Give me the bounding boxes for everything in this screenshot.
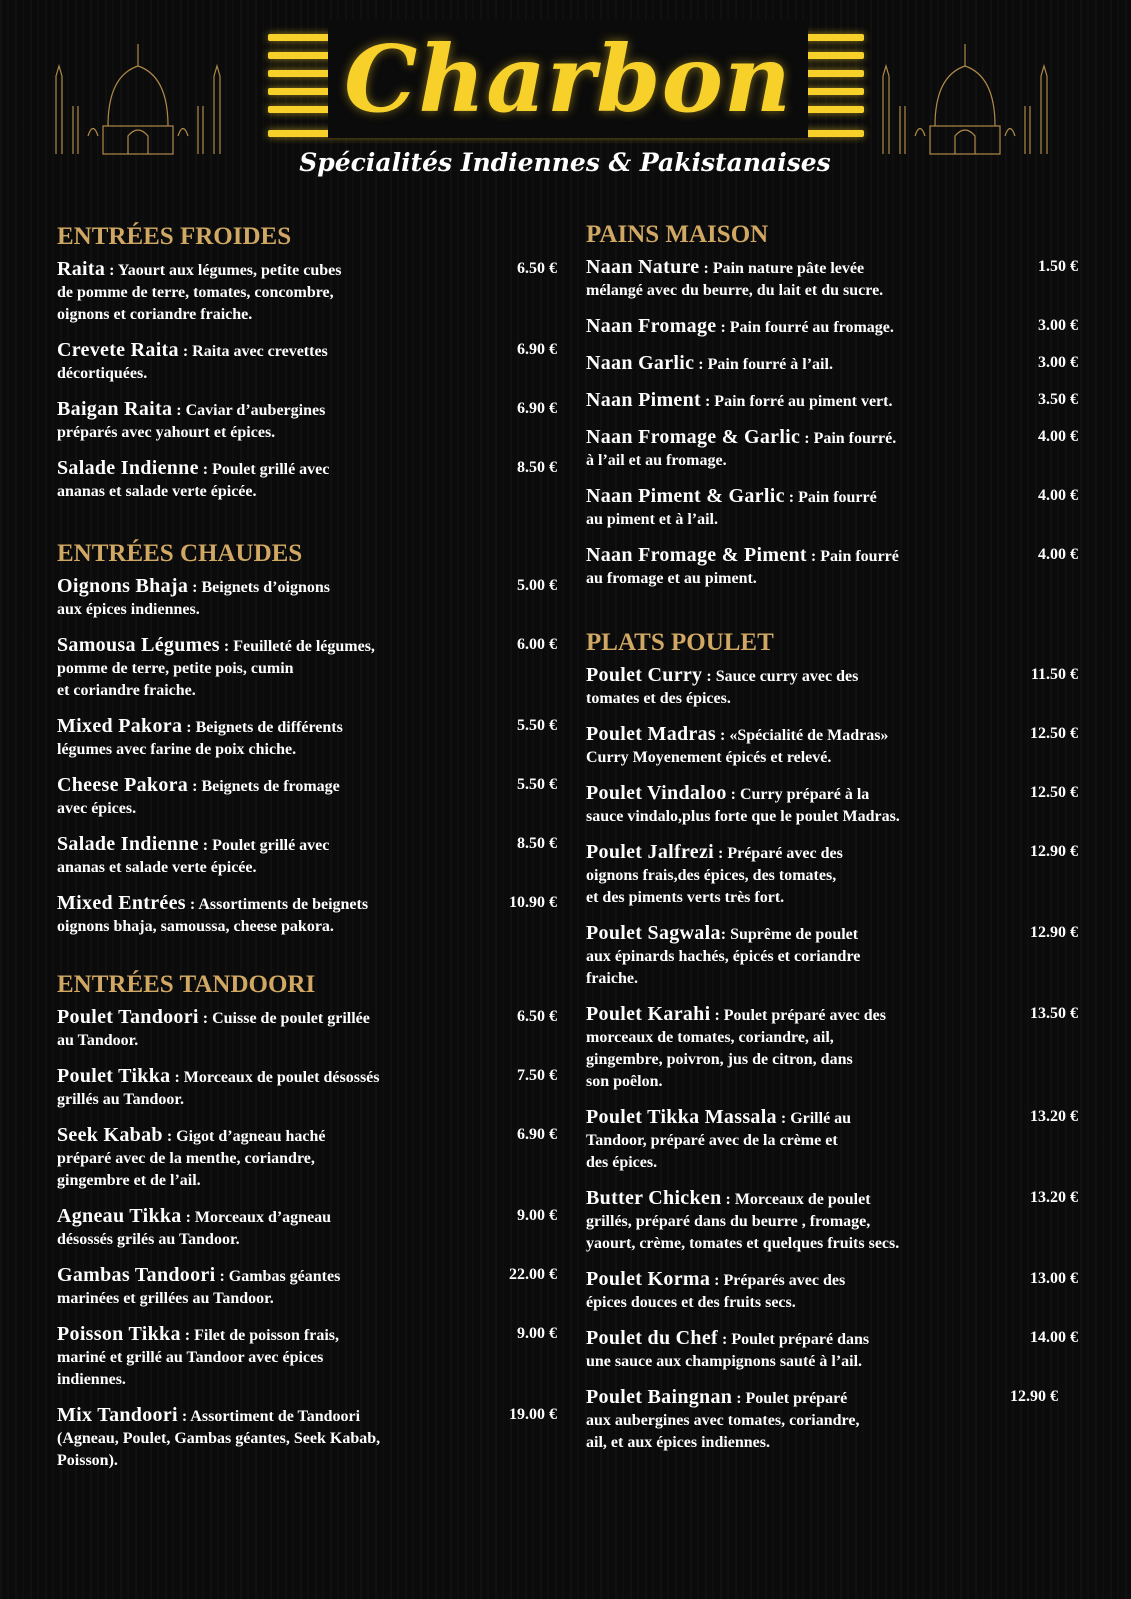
- menu-item-description: : Pain forré au piment vert.: [700, 393, 893, 410]
- menu-item-description: : Sauce curry avec des tomates et des épices.: [586, 668, 859, 707]
- menu-item-name: Poisson Tikka: [57, 1323, 181, 1345]
- menu-item: [586, 1106, 1078, 1174]
- menu-item-price: 5.50 €: [517, 776, 557, 793]
- menu-item-text: [57, 398, 557, 444]
- menu-item: [57, 1124, 557, 1192]
- menu-item-description: : Pain fourré à l’ail.: [694, 356, 833, 373]
- menu-item-name: Cheese Pakora: [57, 774, 189, 796]
- menu-item-text: [586, 544, 1078, 590]
- menu-item: [57, 1205, 557, 1251]
- menu-item-name: Poulet Korma: [586, 1268, 711, 1290]
- menu-item-name: Naan Nature: [586, 256, 700, 278]
- menu-item-description: : Beignets d’oignons aux épices indiennes.: [57, 579, 330, 618]
- menu-item-text: [57, 1404, 557, 1472]
- menu-item-text: [586, 664, 1078, 710]
- menu-item-text: [57, 833, 557, 879]
- menu-item-description: : Suprême de poulet aux épinards hachés, épicés et coriandre fraiche.: [586, 926, 861, 987]
- menu-item-name: Raita: [57, 258, 106, 280]
- menu-item-name: Butter Chicken: [586, 1187, 722, 1209]
- menu-item-name: Poulet du Chef: [586, 1327, 718, 1349]
- menu-item: [586, 256, 1078, 302]
- section-entrees-tandoori: [57, 970, 557, 1485]
- menu-item: [57, 715, 557, 761]
- menu-item-price: 13.50 €: [1030, 1005, 1078, 1022]
- brand-name: Charbon: [328, 20, 808, 138]
- menu-item-price: 13.20 €: [1030, 1189, 1078, 1206]
- section-pains-maison: [586, 220, 1078, 603]
- menu-item: [586, 426, 1078, 472]
- menu-item: [586, 485, 1078, 531]
- menu-item-text: [586, 723, 1078, 769]
- menu-item: [586, 315, 1078, 339]
- menu-item-name: Poulet Baingnan: [586, 1386, 733, 1408]
- menu-item: [586, 1187, 1078, 1255]
- menu-item-name: Poulet Jalfrezi: [586, 841, 714, 863]
- menu-item: [586, 1327, 1078, 1373]
- menu-item-description: : Poulet préparé avec des morceaux de tomates, coriandre, ail, gingembre, poivron, jus de citron, dans son poêlon.: [586, 1007, 886, 1090]
- menu-item: [586, 1268, 1078, 1314]
- menu-item-price: 4.00 €: [1038, 428, 1078, 445]
- section-plats-poulet: [586, 628, 1078, 1467]
- menu-item: [586, 664, 1078, 710]
- menu-item: [586, 544, 1078, 590]
- menu-item-text: [586, 352, 1078, 376]
- menu-item-description: : Gambas géantes marinées et grillées au Tandoor.: [57, 1268, 341, 1307]
- menu-item-text: [586, 782, 1078, 828]
- menu-item-description: : Morceaux de poulet grillés, préparé dans du beurre , fromage, yaourt, crème, tomates et quelques fruits secs.: [586, 1191, 900, 1252]
- menu-item-description: : Assortiments de beignets oignons bhaja, samoussa, cheese pakora.: [57, 896, 369, 935]
- menu-item-description: : Grillé au Tandoor, préparé avec de la crème et des épices.: [586, 1110, 852, 1171]
- menu-item-text: [57, 1006, 557, 1052]
- menu-item: [57, 1006, 557, 1052]
- menu-item-description: : Pain fourré au piment et à l’ail.: [586, 489, 877, 528]
- menu-item: [586, 352, 1078, 376]
- menu-item-price: 12.50 €: [1030, 725, 1078, 742]
- menu-item-name: Baigan Raita: [57, 398, 173, 420]
- menu-item-price: 5.50 €: [517, 717, 557, 734]
- menu-item-name: Poulet Tikka Massala: [586, 1106, 777, 1128]
- menu-item: [586, 1003, 1078, 1093]
- menu-item: [586, 841, 1078, 909]
- menu-item-text: [57, 1264, 557, 1310]
- menu-item-description: : Curry préparé à la sauce vindalo,plus forte que le poulet Madras.: [586, 786, 900, 825]
- menu-item-name: Crevete Raita: [57, 339, 179, 361]
- menu-item: [57, 339, 557, 385]
- menu-item: [57, 892, 557, 938]
- section-entrees-chaudes: [57, 539, 557, 951]
- section-title: ENTRÉES TANDOORI: [57, 971, 316, 998]
- menu-item-description: : Poulet préparé aux aubergines avec tomates, coriandre, ail, et aux épices indiennes.: [586, 1390, 860, 1451]
- menu-item: [586, 723, 1078, 769]
- menu-item: [57, 258, 557, 326]
- menu-item-description: : Morceaux d’agneau désossés grilés au Tandoor.: [57, 1209, 332, 1248]
- tagline: Spécialités Indiennes & Pakistanaises: [299, 148, 831, 177]
- menu-item-price: 6.90 €: [517, 400, 557, 417]
- menu-item-text: [586, 389, 1078, 413]
- menu-item-description: : Raita avec crevettes décortiquées.: [57, 343, 328, 382]
- menu-item-text: [586, 256, 1078, 302]
- menu-item-price: 9.00 €: [517, 1207, 557, 1224]
- menu-item-name: Poulet Tikka: [57, 1065, 171, 1087]
- menu-item-text: [57, 339, 557, 385]
- menu-item-name: Mixed Pakora: [57, 715, 183, 737]
- menu-item-text: [586, 315, 1078, 339]
- menu-item-description: : Beignets de différents légumes avec farine de poix chiche.: [57, 719, 343, 758]
- menu-item-name: Salade Indienne: [57, 457, 199, 479]
- menu-item-price: 12.90 €: [1030, 924, 1078, 941]
- menu-item-description: : Poulet grillé avec ananas et salade verte épicée.: [57, 837, 330, 876]
- menu-item-text: [57, 892, 557, 938]
- menu-item-name: Gambas Tandoori: [57, 1264, 216, 1286]
- menu-item-description: : Feuilleté de légumes, pomme de terre, petite pois, cumin et coriandre fraiche.: [57, 638, 375, 699]
- menu-item-text: [586, 485, 1078, 531]
- menu-item-text: [57, 774, 557, 820]
- menu-item-price: 7.50 €: [517, 1067, 557, 1084]
- menu-item: [57, 1065, 557, 1111]
- menu-item-price: 12.90 €: [1010, 1388, 1058, 1405]
- menu-item-description: : Pain fourré. à l’ail et au fromage.: [586, 430, 897, 469]
- section-entrees-froides: [57, 222, 557, 516]
- menu-item-name: Poulet Vindaloo: [586, 782, 727, 804]
- menu-item-name: Naan Garlic: [586, 352, 695, 374]
- menu-item: [57, 634, 557, 702]
- menu-item-description: : Pain fourré au fromage et au piment.: [586, 548, 899, 587]
- menu-item-name: Seek Kabab: [57, 1124, 163, 1146]
- menu-item-description: : Poulet préparé dans une sauce aux champignons sauté à l’ail.: [586, 1331, 870, 1370]
- menu-item-text: [57, 1323, 557, 1391]
- menu-item-description: : Préparé avec des oignons frais,des épices, des tomates, et des piments verts très fort.: [586, 845, 843, 906]
- menu-item-text: [586, 1268, 1078, 1314]
- menu-item-price: 19.00 €: [509, 1406, 557, 1423]
- menu-item-price: 3.00 €: [1038, 317, 1078, 334]
- menu-item-price: 3.50 €: [1038, 391, 1078, 408]
- menu-item-text: [586, 1386, 1078, 1454]
- brand-logo: [268, 25, 864, 146]
- menu-item: [57, 1323, 557, 1391]
- menu-item-price: 22.00 €: [509, 1266, 557, 1283]
- menu-item-name: Mix Tandoori: [57, 1404, 178, 1426]
- menu-item-price: 9.00 €: [517, 1325, 557, 1342]
- menu-item-description: : «Spécialité de Madras» Curry Moyenement épicés et relevé.: [586, 727, 889, 766]
- section-title: PAINS MAISON: [586, 221, 769, 248]
- menu-item: [57, 833, 557, 879]
- menu-item-name: Oignons Bhaja: [57, 575, 189, 597]
- menu-item-description: : Pain nature pâte levée mélangé avec du beurre, du lait et du sucre.: [586, 260, 884, 299]
- menu-item-text: [57, 1205, 557, 1251]
- menu-item-text: [57, 575, 557, 621]
- menu-item-text: [586, 1003, 1078, 1093]
- menu-item-name: Naan Fromage & Garlic: [586, 426, 801, 448]
- section-title: PLATS POULET: [586, 629, 774, 656]
- menu-item-price: 12.90 €: [1030, 843, 1078, 860]
- menu-item-price: 3.00 €: [1038, 354, 1078, 371]
- menu-item-price: 13.00 €: [1030, 1270, 1078, 1287]
- menu-item-name: Poulet Curry: [586, 664, 703, 686]
- menu-item: [586, 922, 1078, 990]
- menu-item-price: 1.50 €: [1038, 258, 1078, 275]
- menu-item-price: 4.00 €: [1038, 546, 1078, 563]
- menu-item-description: : Cuisse de poulet grillée au Tandoor.: [57, 1010, 370, 1049]
- menu-item-text: [57, 258, 557, 326]
- menu-item: [586, 782, 1078, 828]
- menu-item-text: [586, 1327, 1078, 1373]
- menu-item: [57, 1404, 557, 1472]
- menu-item-text: [586, 1187, 1078, 1255]
- menu-item-description: : Beignets de fromage avec épices.: [57, 778, 340, 817]
- menu-item-description: : Poulet grillé avec ananas et salade verte épicée.: [57, 461, 330, 500]
- menu-item-name: Poulet Sagwala: [586, 922, 721, 944]
- menu-item-name: Poulet Madras: [586, 723, 716, 745]
- menu-item-name: Naan Fromage & Piment: [586, 544, 807, 566]
- menu-item-description: : Gigot d’agneau haché préparé avec de la menthe, coriandre, gingembre et de l’ail.: [57, 1128, 326, 1189]
- menu-item-description: : Filet de poisson frais, mariné et grillé au Tandoor avec épices indiennes.: [57, 1327, 340, 1388]
- menu-item-description: : Préparés avec des épices douces et des fruits secs.: [586, 1272, 846, 1311]
- menu-item-name: Naan Fromage: [586, 315, 717, 337]
- menu-item-text: [57, 457, 557, 503]
- section-title: ENTRÉES FROIDES: [57, 223, 292, 250]
- menu-item-description: : Yaourt aux légumes, petite cubes de pomme de terre, tomates, concombre, oignons et coriandre fraiche.: [57, 262, 342, 323]
- menu-item-description: : Pain fourré au fromage.: [716, 319, 894, 336]
- menu-item-price: 6.50 €: [517, 260, 557, 277]
- menu-item-price: 14.00 €: [1030, 1329, 1078, 1346]
- menu-item-text: [57, 634, 557, 702]
- menu-item-price: 6.90 €: [517, 341, 557, 358]
- menu-item-price: 6.00 €: [517, 636, 557, 653]
- menu-item-price: 5.00 €: [517, 577, 557, 594]
- menu-item: [57, 457, 557, 503]
- menu-item-price: 13.20 €: [1030, 1108, 1078, 1125]
- menu-item-text: [586, 426, 1078, 472]
- menu-item-description: : Caviar d’aubergines préparés avec yahourt et épices.: [57, 402, 326, 441]
- menu-item: [57, 575, 557, 621]
- menu-item-price: 4.00 €: [1038, 487, 1078, 504]
- menu-item: [57, 774, 557, 820]
- section-title: ENTRÉES CHAUDES: [57, 540, 303, 567]
- menu-item: [586, 389, 1078, 413]
- menu-item-text: [586, 1106, 1078, 1174]
- menu-item-name: Samousa Légumes: [57, 634, 220, 656]
- menu-item-text: [57, 1124, 557, 1192]
- menu-item-text: [586, 841, 1078, 909]
- menu-item-description: : Morceaux de poulet désossés grillés au Tandoor.: [57, 1069, 380, 1108]
- menu-item-text: [57, 1065, 557, 1111]
- menu-item-name: Agneau Tikka: [57, 1205, 182, 1227]
- menu-item: [57, 398, 557, 444]
- menu-item-price: 6.90 €: [517, 1126, 557, 1143]
- menu-item: [586, 1386, 1078, 1454]
- menu-item-name: Naan Piment & Garlic: [586, 485, 785, 507]
- menu-item-price: 12.50 €: [1030, 784, 1078, 801]
- menu-item-text: [57, 715, 557, 761]
- menu-item-description: : Assortiment de Tandoori (Agneau, Poulet, Gambas géantes, Seek Kabab, Poisson).: [57, 1408, 381, 1469]
- menu-item-name: Poulet Karahi: [586, 1003, 711, 1025]
- menu-item-text: [586, 922, 1078, 990]
- menu-item-price: 10.90 €: [509, 894, 557, 911]
- menu-item-name: Mixed Entrées: [57, 892, 186, 914]
- taj-mahal-illustration-right: [875, 36, 1055, 156]
- menu-item-name: Naan Piment: [586, 389, 701, 411]
- menu-item-price: 6.50 €: [517, 1008, 557, 1025]
- menu-item-name: Poulet Tandoori: [57, 1006, 199, 1028]
- taj-mahal-illustration-left: [48, 36, 228, 156]
- menu-item-price: 8.50 €: [517, 459, 557, 476]
- menu-item: [57, 1264, 557, 1310]
- menu-item-price: 11.50 €: [1030, 666, 1078, 683]
- menu-item-price: 8.50 €: [517, 835, 557, 852]
- menu-item-name: Salade Indienne: [57, 833, 199, 855]
